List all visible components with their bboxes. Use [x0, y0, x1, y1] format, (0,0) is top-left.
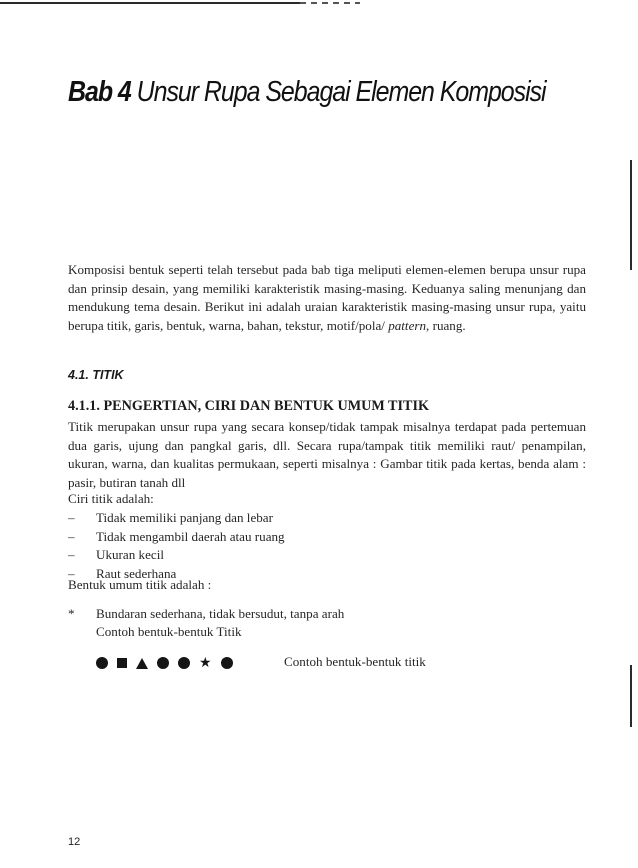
section-heading: 4.1. TITIK — [68, 368, 124, 382]
dash-bullet: – — [68, 547, 75, 563]
intro-text-end: , ruang. — [426, 318, 466, 334]
subsection-heading: 4.1.1. PENGERTIAN, CIRI DAN BENTUK UMUM TITIK — [68, 398, 430, 414]
intro-italic-word: pattern — [388, 318, 427, 334]
scan-edge-mark — [630, 665, 632, 727]
chapter-title — [68, 76, 546, 109]
list-item-text: Ukuran kecil — [96, 547, 164, 563]
triangle-dot-icon — [136, 658, 148, 669]
dash-bullet: – — [68, 566, 75, 582]
chapter-title-text: Unsur Rupa Sebagai Elemen Komposisi — [136, 76, 546, 108]
list-item-text: Raut sederhana — [96, 566, 177, 582]
list-item-text: Tidak memiliki panjang dan lebar — [96, 510, 273, 525]
bentuk-bullet-text: Bundaran sederhana, tidak bersudut, tanpa arah — [96, 606, 345, 621]
scan-edge-mark — [630, 160, 632, 270]
top-rule — [0, 2, 300, 4]
intro-paragraph — [68, 261, 586, 336]
square-dot-icon — [117, 658, 127, 668]
dash-bullet: – — [68, 528, 75, 544]
circle-dot-icon — [96, 657, 108, 669]
circle-dot-icon — [157, 657, 169, 669]
list-item — [68, 509, 285, 528]
figure-caption: Contoh bentuk-bentuk titik — [284, 654, 426, 669]
list-item-text: Tidak mengambil daerah atau ruang — [96, 528, 285, 544]
list-item — [68, 546, 285, 565]
top-rule-dots — [300, 2, 360, 4]
star-dot-icon: ★ — [199, 655, 212, 671]
bentuk-label: Bentuk umum titik adalah : — [68, 577, 212, 592]
asterisk-bullet: * — [68, 606, 75, 621]
example-label: Contoh bentuk-bentuk Titik — [96, 624, 242, 639]
list-item — [68, 528, 285, 547]
circle-dot-icon — [221, 657, 233, 669]
ciri-list — [68, 509, 285, 584]
ciri-label: Ciri titik adalah: — [68, 491, 154, 506]
dot-shapes-figure — [96, 655, 242, 671]
titik-definition-paragraph: Titik merupakan unsur rupa yang secara konsep/tidak tampak misalnya terdapat pada pertemuan dua garis, ujung dan pangkal garis, dll. Secara rupa/tampak titik memiliki raut/ penampilan, ukuran, warna, dan kualitas permukaan, seperti misalnya : Gambar titik pada kertas, benda alam : pasir, butiran tanah dll — [68, 419, 586, 491]
intro-text: Komposisi bentuk seperti telah tersebut pada bab tiga meliputi elemen-elemen berupa unsur rupa dan prinsip desain, yang memiliki karakteristik masing-masing. Keduanya saling menunjang dan mendukung tema desain. Berikut ini adalah uraian karakteristik masing-masing unsur rupa, yaitu berupa titik, garis, bentuk, warna, bahan, tekstur, motif/pola/ — [68, 262, 586, 334]
chapter-number: Bab 4 — [68, 76, 131, 108]
circle-dot-icon — [178, 657, 190, 669]
dash-bullet: – — [68, 510, 75, 525]
page-number: 12 — [68, 836, 81, 848]
